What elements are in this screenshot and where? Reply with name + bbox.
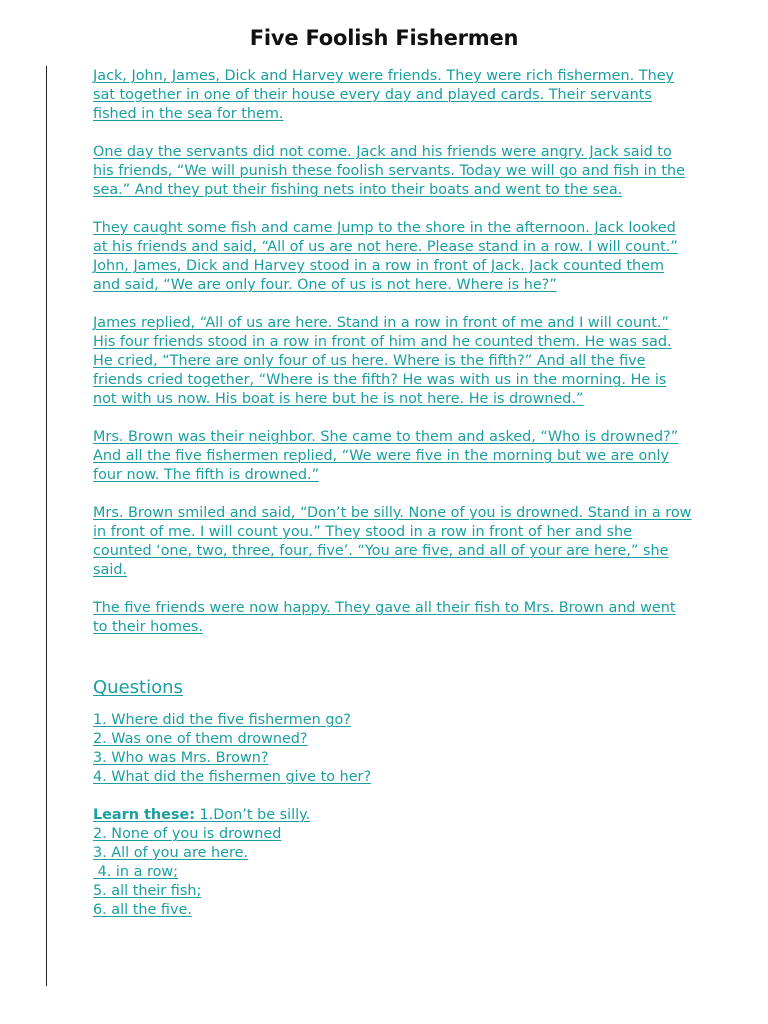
question-item: 2. Was one of them drowned? [93, 731, 308, 747]
story-paragraph: They caught some fish and came Jump to the shore in the afternoon. Jack looked at his friends and said, “All of us are not here. Please stand in a row. I will count.” John, James, Dick and Harvey stood in a row in front of Jack. Jack counted them and said, “We are only four. One of us is not here. Where is he?” [93, 220, 678, 293]
left-margin-rule [46, 66, 47, 986]
questions-list [93, 711, 693, 787]
learn-item: 5. all their fish; [93, 883, 202, 899]
learn-item: 4. in a row; [93, 864, 178, 880]
questions-heading: Questions [93, 677, 183, 698]
learn-item: 2. None of you is drowned [93, 826, 282, 842]
story-paragraph: James replied, “All of us are here. Stand in a row in front of me and I will count.” His four friends stood in a row in front of him and he counted them. He was sad. He cried, “There are only four of us here. Where is the fifth?” And all the five friends cried together, “Where is the fifth? He was with us in the morning. He is not with us now. His boat is here but he is not here. He is drowned.” [93, 315, 672, 407]
story-paragraph: Mrs. Brown smiled and said, “Don’t be silly. None of you is drowned. Stand in a row in front of me. I will count you.” They stood in a row in front of her and she counted ‘one, two, three, four, five’. “You are five, and all of your are here,” she said. [93, 505, 692, 578]
learn-item-text: 1.Don’t be silly. [194, 807, 311, 823]
question-item: 1. Where did the five fishermen go? [93, 712, 351, 728]
story-paragraph: Jack, John, James, Dick and Harvey were friends. They were rich fishermen. They sat together in one of their house every day and played cards. Their servants fished in the sea for them. [93, 68, 675, 122]
learn-item: 3. All of you are here. [93, 845, 249, 861]
story-paragraph: One day the servants did not come. Jack and his friends were angry. Jack said to his friends, “We will punish these foolish servants. Today we will go and fish in the sea.” And they put their fishing nets into their boats and went to the sea. [93, 144, 685, 198]
page-title: Five Foolish Fishermen [249, 26, 519, 50]
learn-these-label: Learn these: [93, 807, 195, 823]
learn-these-list [93, 806, 693, 920]
story-paragraph: The five friends were now happy. They gave all their fish to Mrs. Brown and went to their homes. [93, 600, 676, 635]
story-paragraph: Mrs. Brown was their neighbor. She came to them and asked, “Who is drowned?” And all the five fishermen replied, “We were five in the morning but we are only four now. The fifth is drowned.” [93, 429, 679, 483]
learn-item: 6. all the five. [93, 902, 192, 918]
learn-item [93, 806, 693, 825]
question-item: 4. What did the fishermen give to her? [93, 769, 372, 785]
document-body [93, 67, 693, 920]
question-item: 3. Who was Mrs. Brown? [93, 750, 269, 766]
